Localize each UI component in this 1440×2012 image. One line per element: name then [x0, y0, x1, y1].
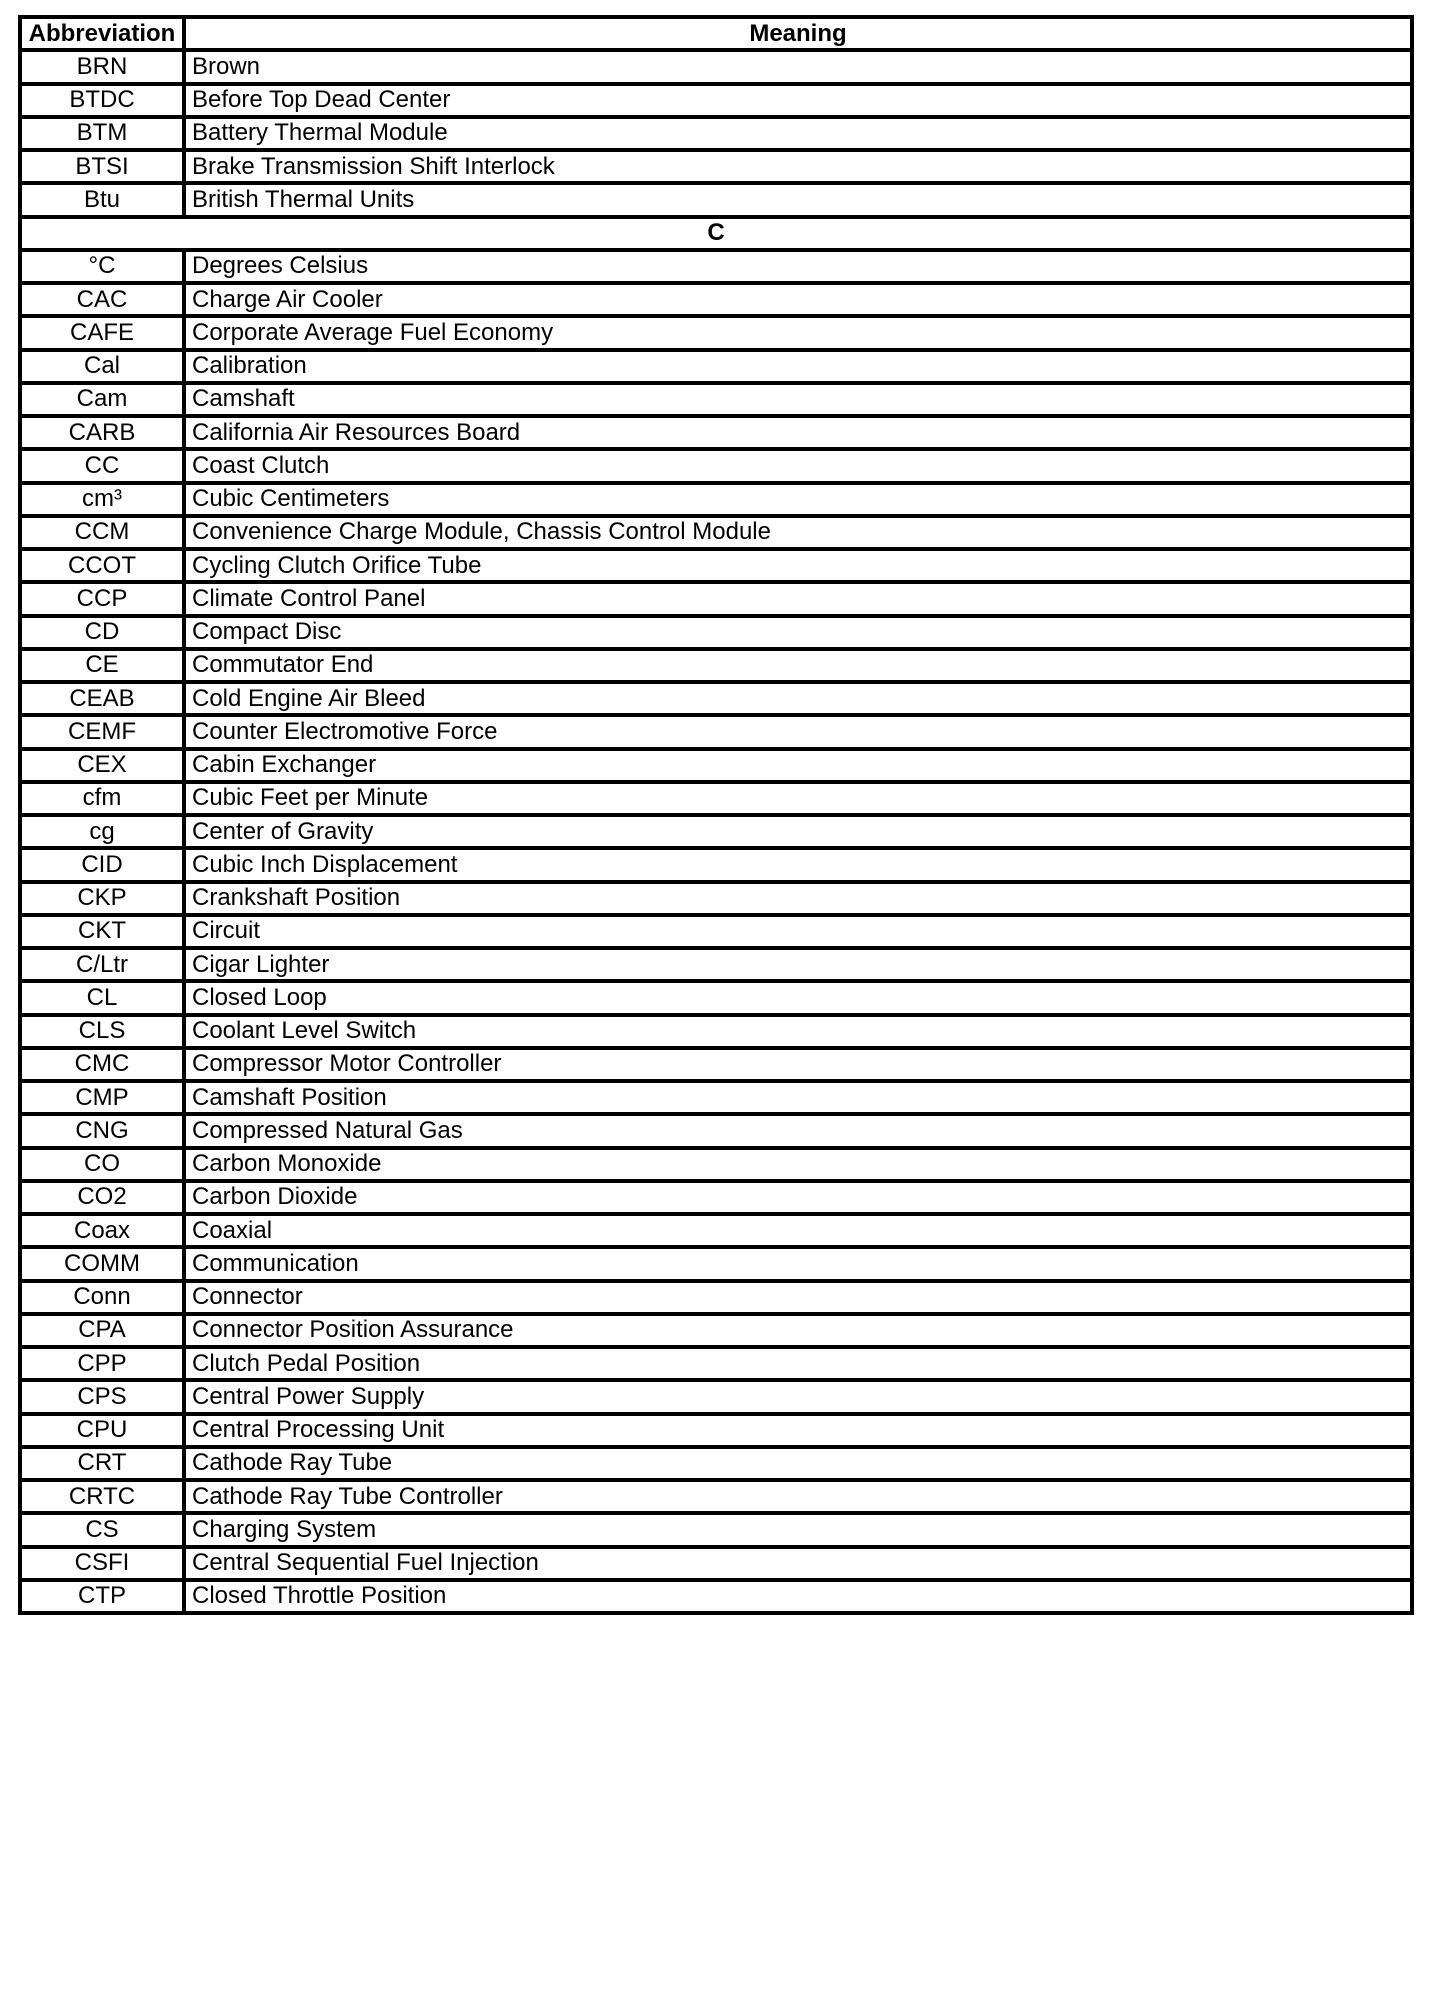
abbreviation-cell: CRT [20, 1447, 184, 1480]
table-row [20, 749, 1412, 782]
table-row [20, 1347, 1412, 1380]
table-row [20, 1281, 1412, 1314]
meaning-cell: Commutator End [184, 649, 1412, 682]
abbreviation-cell: CPP [20, 1347, 184, 1380]
abbreviation-cell: BRN [20, 50, 184, 83]
meaning-cell: Communication [184, 1247, 1412, 1280]
meaning-cell: Carbon Monoxide [184, 1148, 1412, 1181]
abbreviation-cell: CKP [20, 882, 184, 915]
abbreviation-cell: BTDC [20, 84, 184, 117]
table-row [20, 183, 1412, 216]
table-row [20, 782, 1412, 815]
meaning-cell: Coast Clutch [184, 449, 1412, 482]
meaning-cell: Charging System [184, 1513, 1412, 1546]
abbreviation-cell: CPA [20, 1314, 184, 1347]
rows-after-section [20, 250, 1412, 1613]
meaning-column-header: Meaning [184, 17, 1412, 50]
meaning-cell: Center of Gravity [184, 815, 1412, 848]
abbreviation-cell: CCOT [20, 549, 184, 582]
abbreviation-cell: C/Ltr [20, 948, 184, 981]
abbreviation-cell: CCM [20, 516, 184, 549]
table-row [20, 150, 1412, 183]
meaning-cell: California Air Resources Board [184, 416, 1412, 449]
table-row [20, 882, 1412, 915]
abbreviation-cell: CTP [20, 1580, 184, 1613]
table-row [20, 582, 1412, 615]
table-row [20, 1580, 1412, 1613]
table-row [20, 981, 1412, 1014]
abbreviation-cell: Cam [20, 383, 184, 416]
meaning-cell: Camshaft [184, 383, 1412, 416]
abbreviation-cell: °C [20, 250, 184, 283]
meaning-cell: Crankshaft Position [184, 882, 1412, 915]
abbreviation-cell: CNG [20, 1114, 184, 1147]
meaning-cell: Clutch Pedal Position [184, 1347, 1412, 1380]
abbreviation-cell: Btu [20, 183, 184, 216]
meaning-cell: Cubic Feet per Minute [184, 782, 1412, 815]
abbreviation-cell: cfm [20, 782, 184, 815]
table-row [20, 449, 1412, 482]
meaning-cell: Cycling Clutch Orifice Tube [184, 549, 1412, 582]
abbreviation-cell: CRTC [20, 1480, 184, 1513]
meaning-cell: Compact Disc [184, 616, 1412, 649]
abbreviation-cell: CLS [20, 1015, 184, 1048]
rows-before-section [20, 50, 1412, 216]
abbreviation-cell: CC [20, 449, 184, 482]
abbreviation-cell: cg [20, 815, 184, 848]
meaning-cell: Convenience Charge Module, Chassis Control Module [184, 516, 1412, 549]
meaning-cell: Cubic Centimeters [184, 483, 1412, 516]
table-row [20, 316, 1412, 349]
table-row [20, 1314, 1412, 1347]
table-row [20, 848, 1412, 881]
table-row [20, 350, 1412, 383]
abbreviation-cell: CSFI [20, 1547, 184, 1580]
meaning-cell: Camshaft Position [184, 1081, 1412, 1114]
abbreviation-cell: CEX [20, 749, 184, 782]
meaning-cell: Calibration [184, 350, 1412, 383]
abbreviation-cell: CARB [20, 416, 184, 449]
section-header-row [20, 217, 1412, 250]
meaning-cell: British Thermal Units [184, 183, 1412, 216]
meaning-cell: Closed Loop [184, 981, 1412, 1014]
header-row [20, 17, 1412, 50]
abbreviation-cell: Cal [20, 350, 184, 383]
table-row [20, 616, 1412, 649]
meaning-cell: Carbon Dioxide [184, 1181, 1412, 1214]
meaning-cell: Cold Engine Air Bleed [184, 682, 1412, 715]
table-row [20, 682, 1412, 715]
table-row [20, 283, 1412, 316]
abbreviation-cell: CMP [20, 1081, 184, 1114]
meaning-cell: Connector [184, 1281, 1412, 1314]
abbreviation-cell: CCP [20, 582, 184, 615]
table-row [20, 1214, 1412, 1247]
meaning-cell: Cubic Inch Displacement [184, 848, 1412, 881]
table-row [20, 1015, 1412, 1048]
abbreviation-cell: CEAB [20, 682, 184, 715]
table-row [20, 1380, 1412, 1413]
table-row [20, 1547, 1412, 1580]
meaning-cell: Battery Thermal Module [184, 117, 1412, 150]
abbreviation-cell: CS [20, 1513, 184, 1546]
abbreviation-cell: CO [20, 1148, 184, 1181]
meaning-cell: Coolant Level Switch [184, 1015, 1412, 1048]
table-header [20, 17, 1412, 50]
table-row [20, 1247, 1412, 1280]
table-row [20, 549, 1412, 582]
table-row [20, 1414, 1412, 1447]
table-row [20, 1181, 1412, 1214]
table-row [20, 50, 1412, 83]
meaning-cell: Cigar Lighter [184, 948, 1412, 981]
meaning-cell: Brown [184, 50, 1412, 83]
abbreviation-cell: BTM [20, 117, 184, 150]
abbreviation-table [18, 15, 1414, 1615]
abbreviation-cell: cm³ [20, 483, 184, 516]
table-row [20, 915, 1412, 948]
meaning-cell: Connector Position Assurance [184, 1314, 1412, 1347]
table-row [20, 1447, 1412, 1480]
abbreviation-cell: CAFE [20, 316, 184, 349]
meaning-cell: Central Processing Unit [184, 1414, 1412, 1447]
table-row [20, 1513, 1412, 1546]
section-label: C [20, 217, 1412, 250]
abbreviation-cell: CD [20, 616, 184, 649]
meaning-cell: Cathode Ray Tube [184, 1447, 1412, 1480]
meaning-cell: Coaxial [184, 1214, 1412, 1247]
meaning-cell: Before Top Dead Center [184, 84, 1412, 117]
meaning-cell: Circuit [184, 915, 1412, 948]
abbreviation-cell: CID [20, 848, 184, 881]
table-row [20, 516, 1412, 549]
abbreviation-cell: CMC [20, 1048, 184, 1081]
abbreviation-cell: Coax [20, 1214, 184, 1247]
table-row [20, 1081, 1412, 1114]
meaning-cell: Compressor Motor Controller [184, 1048, 1412, 1081]
meaning-cell: Cathode Ray Tube Controller [184, 1480, 1412, 1513]
abbreviation-cell: COMM [20, 1247, 184, 1280]
abbreviation-cell: CPS [20, 1380, 184, 1413]
abbreviation-cell: CL [20, 981, 184, 1014]
meaning-cell: Central Sequential Fuel Injection [184, 1547, 1412, 1580]
abbreviation-column-header: Abbreviation [20, 17, 184, 50]
meaning-cell: Counter Electromotive Force [184, 715, 1412, 748]
abbreviation-cell: CE [20, 649, 184, 682]
abbreviation-cell: CKT [20, 915, 184, 948]
table-row [20, 948, 1412, 981]
abbreviation-cell: BTSI [20, 150, 184, 183]
table-row [20, 84, 1412, 117]
table-row [20, 416, 1412, 449]
meaning-cell: Charge Air Cooler [184, 283, 1412, 316]
table-row [20, 383, 1412, 416]
abbreviation-cell: Conn [20, 1281, 184, 1314]
abbreviation-cell: CEMF [20, 715, 184, 748]
table-row [20, 250, 1412, 283]
meaning-cell: Brake Transmission Shift Interlock [184, 150, 1412, 183]
abbreviation-cell: CAC [20, 283, 184, 316]
section-header-group [20, 217, 1412, 250]
table-row [20, 649, 1412, 682]
abbreviation-cell: CO2 [20, 1181, 184, 1214]
meaning-cell: Cabin Exchanger [184, 749, 1412, 782]
meaning-cell: Central Power Supply [184, 1380, 1412, 1413]
table-row [20, 483, 1412, 516]
meaning-cell: Climate Control Panel [184, 582, 1412, 615]
table-row [20, 715, 1412, 748]
abbreviation-cell: CPU [20, 1414, 184, 1447]
meaning-cell: Closed Throttle Position [184, 1580, 1412, 1613]
meaning-cell: Corporate Average Fuel Economy [184, 316, 1412, 349]
table-row [20, 815, 1412, 848]
table-row [20, 1114, 1412, 1147]
meaning-cell: Compressed Natural Gas [184, 1114, 1412, 1147]
meaning-cell: Degrees Celsius [184, 250, 1412, 283]
table-row [20, 1480, 1412, 1513]
table-row [20, 117, 1412, 150]
table-row [20, 1148, 1412, 1181]
table-row [20, 1048, 1412, 1081]
